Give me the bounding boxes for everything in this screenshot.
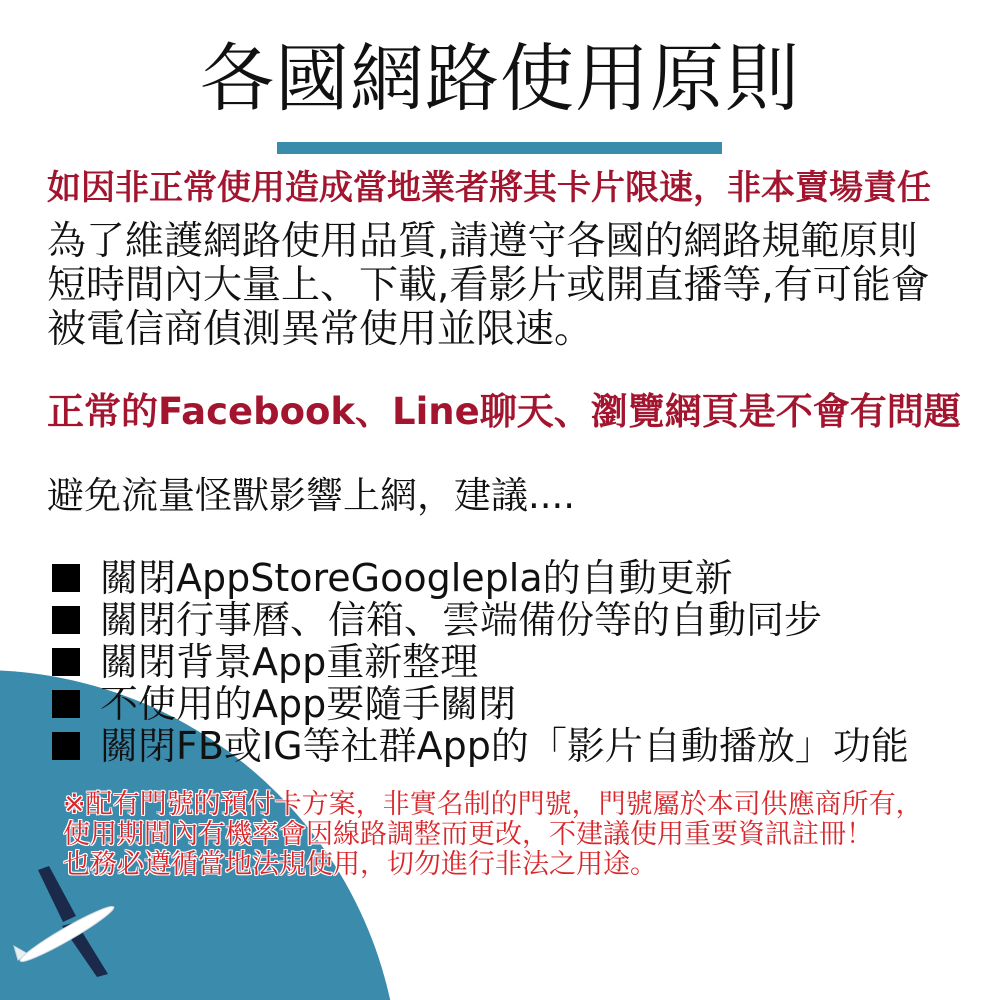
black-square-icon: [52, 648, 80, 676]
title-underline-bar: [277, 142, 722, 154]
airplane-icon: [12, 862, 122, 982]
footnote-line: ※配有門號的預付卡方案，非實名制的門號，門號屬於本司供應商所有，: [63, 789, 923, 820]
tip-text: 關閉AppStoreGooglepla的自動更新: [100, 556, 733, 600]
footnote: [63, 790, 923, 880]
tip-text: 不使用的App要隨手關閉: [100, 682, 517, 726]
speed-limit-warning: 如因非正常使用造成當地業者將其卡片限速，非本賣場責任: [47, 168, 931, 208]
black-square-icon: [52, 690, 80, 718]
tip-text: 關閉行事曆、信箱、雲端備份等的自動同步: [100, 598, 823, 642]
footnote-line: 也務必遵循當地法規使用，切勿進行非法之用途。: [63, 849, 657, 880]
black-square-icon: [52, 564, 80, 592]
normal-usage-notice: 正常的Facebook、Line聊天、瀏覽網頁是不會有問題: [47, 390, 961, 433]
tip-text: 關閉FB或IG等社群App的「影片自動播放」功能: [100, 724, 909, 768]
black-square-icon: [52, 606, 80, 634]
intro-paragraph: [47, 220, 930, 352]
page-title: 各國網路使用原則: [200, 36, 800, 122]
intro-line: 短時間內大量上、下載,看影片或開直播等,有可能會: [47, 263, 930, 308]
intro-line: 為了維護網路使用品質,請遵守各國的網路規範原則: [47, 219, 918, 264]
black-square-icon: [52, 732, 80, 760]
intro-line: 被電信商偵測異常使用並限速。: [47, 307, 594, 352]
advice-heading: 避免流量怪獸影響上網，建議....: [47, 474, 576, 517]
footnote-line: 使用期間內有機率會因線路調整而更改，不建議使用重要資訊註冊！: [63, 819, 873, 850]
tip-text: 關閉背景App重新整理: [100, 640, 479, 684]
